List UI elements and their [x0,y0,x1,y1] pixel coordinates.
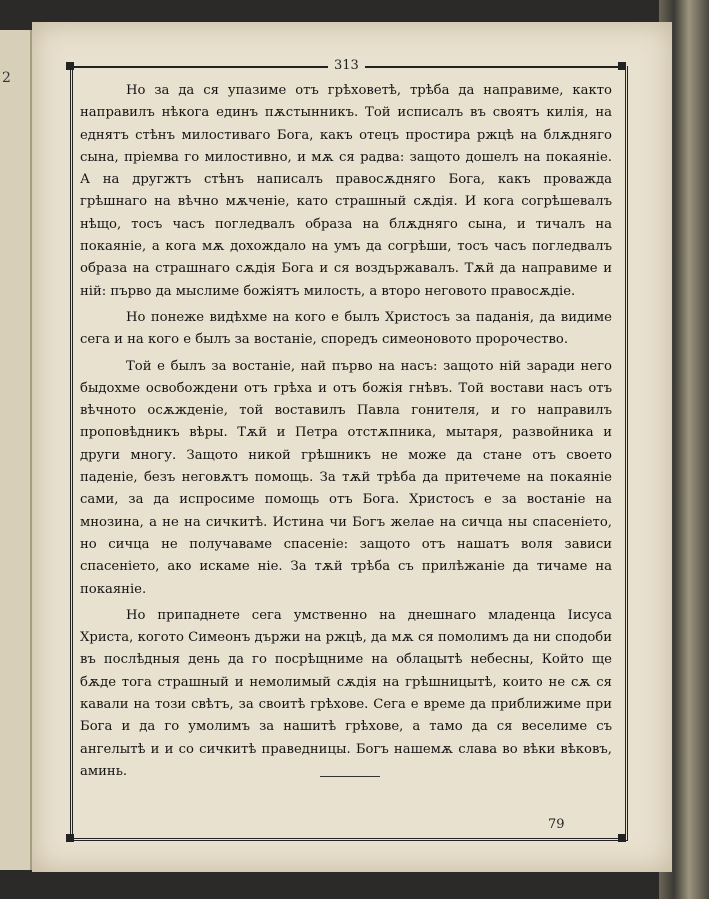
paragraph: Но понеже видѣхме на кого е былъ Христосъ за паданiя, да видиме сега и на кого е былъ за востанiе, споредъ симеоновото пророчество. [80,309,612,348]
end-rule [320,776,380,777]
corner-ornament-icon [618,834,626,842]
facing-page-edge [0,30,32,870]
margin-mark: 2 [2,70,11,86]
corner-ornament-icon [618,62,626,70]
paragraph: Той е былъ за востанiе, най първо на насъ: защото нiй заради него быдохме освобождени отъ грѣха и отъ божiя гнѣвъ. Той востави насъ отъ вѣчното осѫжденiе, той воставилъ Павла гонителя, и го направилъ проповѣдникъ вѣры. Тѫй и Петра отстѫпника, мытаря, развойника и други многу. Защото никой грѣшникъ не може да стане отъ своето паденiе, безъ неговѫтъ помощь. За тѫй трѣба да притечеме на покаянiе сами, за да испросиме помощь отъ Бога. Христосъ е за востанiе на мнозина, а не на сичкитѣ. Истина чи Богъ желае на сичца ны спасенiето, но сичца не получаваме спасенiе: защото отъ нашатъ воля зависи спасенiето, ако искаме нiе. За тѫй трѣба съ прилѣжанiе да тичаме на покаянiе. [80,358,612,597]
paragraph: Но припаднете сега умственно на днешнаго младенца Iисуса Христа, когото Симеонъ държи на ржцѣ, да мѫ ся помолимъ да ни сподоби въ послѣдныя день да го посрѣщниме на облацытѣ небесны, Който ще бѫде тога страшный и немолимый сѫдiя на грѣшницытѣ, които не сѫ ся кавали на този свѣтъ, за своитѣ грѣхове. Сега е време да приближиме при Бога и да го умолимъ за нашитѣ грѣхове, а тамо да ся веселиме съ ангелытѣ и и со сичкитѣ праведницы. Богъ нашемѫ слава во вѣки вѣковъ, аминь. [80,607,612,779]
page-number-bottom: 79 [548,817,565,832]
page-number-top: 313 [328,58,365,73]
book-page [32,22,672,872]
body-text [80,80,612,783]
paragraph: Но за да ся упазиме отъ грѣховетѣ, трѣба да направиме, както направилъ нѣкога единъ пѫстынникъ. Той исписалъ въ своятъ килiя, на еднятъ стѣнъ милостиваго Бога, какъ отецъ простира ржцѣ на блѫдняго сына, прiемва го милостивно, и мѫ ся радва: защото дошелъ на покаянiе. А на другжтъ стѣнъ написалъ правосѫдняго Бога, какъ проважда грѣшнаго на вѣчно мѫченiе, като страшный сѫдiя. И кога согрѣшевалъ нѣщо, тосъ часъ погледвалъ образа на блѫдняго сына, и тичалъ на покаянiе, а кога мѫ дохождало на умъ да согрѣши, тосъ часъ погледвалъ образа на страшнаго сѫдiя Бога и ся воздържавалъ. Тѫй да направиме и нiй: първо да мыслиме божiятъ милость, а второ неговото правосѫдiе. [80,83,612,299]
corner-ornament-icon [66,62,74,70]
corner-ornament-icon [66,834,74,842]
